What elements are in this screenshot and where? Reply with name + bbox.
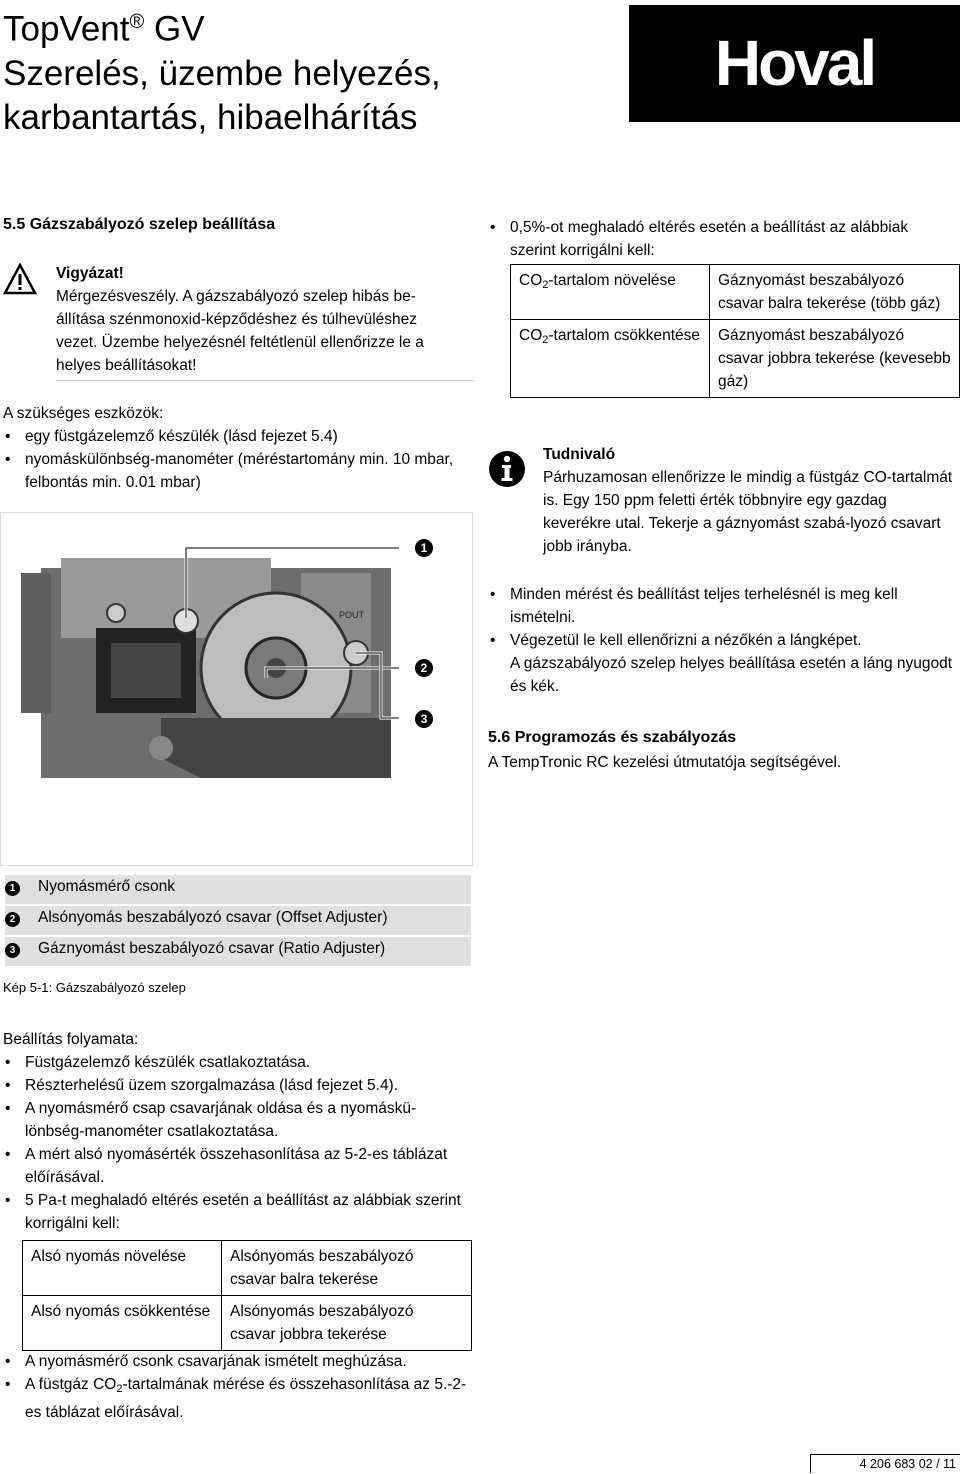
pressure-table [22,1240,472,1351]
plate-label: POUT [339,610,365,620]
list-item: • egy füstgázelemző készülék (lásd fejezet 5.4) [3,425,473,448]
final-note: A gázszabályozó szelep helyes beállítása esetén a láng nyugodt és kék. [510,655,953,695]
table-cell: Gáznyomást beszabályozó csavar balra tekerése (több gáz) [710,265,960,320]
list-item: • A nyomásmérő csonk csavarjának ismételt meghúzása. [3,1350,473,1373]
note-title: Tudnivaló [543,446,616,463]
legend-text: Gáznyomást beszabályozó csavar (Ratio Adjuster) [38,940,386,957]
table-cell: $CO_2$-tartalom növelése [511,265,710,320]
list-item: • Végezetül le kell ellenőrizni a nézőkén a lángképet. [488,629,958,652]
legend-row [5,906,471,935]
legend-number: 1 [5,881,20,896]
list-item: • nyomáskülönbség-manométer (méréstartomány min. 10 mbar, felbontás min. 0.01 mbar) [3,448,473,494]
table-cell: Alsónyomás beszabályozó csavar jobbra tekerése [222,1296,472,1351]
table-cell: Alsó nyomás csökkentése [23,1296,222,1351]
callout-3: 3 [415,710,433,728]
procedure-intro: Beállítás folyamata: [3,1031,139,1048]
deviation-section [488,216,958,262]
table-cell: Alsónyomás beszabályozó csavar balra tekerése [222,1241,472,1296]
page-number: 4 206 683 02 / 11 [810,1454,960,1473]
divider [56,380,474,381]
figure-legend [5,875,471,970]
table-cell: $CO_2$-tartalom csökkentése [511,320,710,398]
info-icon [488,450,526,488]
callout-1: 1 [415,539,433,557]
section-heading-5-6: 5.6 Programozás és szabályozás [488,729,737,746]
table-cell: Gáznyomást beszabályozó csavar jobbra tekerése (kevesebb gáz) [710,320,960,398]
note-text: Párhuzamosan ellenőrizze le mindig a füstgáz CO-tartalmát is. Egy 150 ppm feletti érték többnyire egy gazdag keverékre utal. Tekerje a gáznyomást szabá-lyozó csavart jobb irányba. [543,469,953,555]
co2-table [510,264,960,398]
list-item: • A nyomásmérő csap csavarjának oldása és a nyomáskü-lönbség-manométer csatlakoztatása. [3,1097,473,1143]
tools-section [3,402,473,494]
warning-box: Vigyázat! Mérgezésveszély. A gázszabályozó szelep hibás be- állítása szénmonoxid-képződéshez és túlhevüléshez vezet. Üzembe helyezésnél feltétlenül ellenőrizze le a helyes beállításokat! [56,262,474,377]
final-checks [488,583,958,698]
list-item: • A füstgáz $CO_2$-tartalmának mérése és összehasonlítása az 5.-2-es táblázat előírásával. [3,1373,473,1424]
procedure-after [3,1350,473,1424]
table-row [511,265,960,320]
legend-number: 2 [5,912,20,927]
gas-valve-photo [1,513,472,865]
section-5-6-text: A TempTronic RC kezelési útmutatója segítségével. [488,754,842,771]
list-item: • Füstgázelemző készülék csatlakoztatása. [3,1051,473,1074]
warning-icon [3,262,37,296]
list-item: • A mért alsó nyomásérték összehasonlítása az 5-2-es táblázat előírásával. [3,1143,473,1189]
section-heading-5-5: 5.5 Gázszabályozó szelep beállítása [3,216,276,233]
warning-title: Vigyázat! [56,265,124,282]
list-item: • Minden mérést és beállítást teljes terhelésnél is meg kell ismételni. [488,583,958,629]
list-item: • Részterhelésű üzem szorgalmazása (lásd fejezet 5.4). [3,1074,473,1097]
list-item: • 5 Pa-t meghaladó eltérés esetén a beállítást az alábbiak szerint korrigálni kell: [3,1189,473,1235]
table-cell: Alsó nyomás növelése [23,1241,222,1296]
table-row [23,1296,472,1351]
legend-text: Alsónyomás beszabályozó csavar (Offset Adjuster) [38,909,388,926]
legend-row [5,875,471,904]
registered-mark: ® [129,11,145,33]
procedure-section [3,1028,473,1235]
figure-caption: Kép 5-1: Gázszabályozó szelep [3,980,186,995]
legend-row [5,937,471,966]
callout-2: 2 [415,659,433,677]
legend-number: 3 [5,943,20,958]
note-box [543,443,953,558]
document-title: TopVent® GV Szerelés, üzembe helyezés, karbantartás, hibaelhárítás [3,9,441,137]
list-item: • 0,5%-ot meghaladó eltérés esetén a beállítást az alábbiak szerint korrigálni kell: [488,216,958,262]
hoval-logo: Hoval [629,5,960,122]
gas-valve-figure [0,512,473,866]
legend-text: Nyomásmérő csonk [38,878,175,895]
table-row [23,1241,472,1296]
tools-intro: A szükséges eszközök: [3,405,164,422]
table-row [511,320,960,398]
